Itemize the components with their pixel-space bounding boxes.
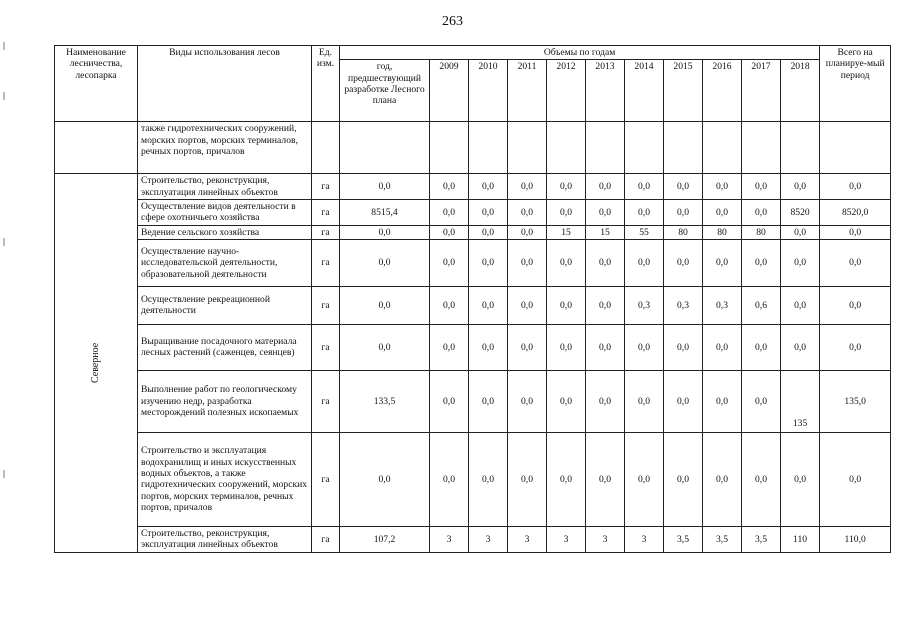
table-row [55,199,891,225]
page-number: 263 [442,14,463,29]
year-value-cell: 0,0 [469,199,508,225]
total-cell: 0,0 [820,286,891,324]
prev-year-cell [340,122,430,174]
year-value-cell: 0,0 [664,370,703,432]
header-year: 2014 [625,60,664,122]
year-value-cell [469,122,508,174]
year-value-cell: 0,0 [508,432,547,526]
year-value-cell: 15 [586,225,625,239]
table-row [55,526,891,552]
year-value-cell: 0,0 [781,174,820,200]
prev-year-cell: 0,0 [340,174,430,200]
year-value-cell: 0,3 [625,286,664,324]
year-value-cell: 0,0 [703,199,742,225]
header-year: 2016 [703,60,742,122]
table-row [55,286,891,324]
header-year: 2010 [469,60,508,122]
use-type-cell: Строительство, реконструкция, эксплуатация линейных объектов [138,526,312,552]
forestry-name: Северное [90,342,102,384]
total-cell: 0,0 [820,239,891,286]
year-value-cell: 0,0 [547,324,586,370]
table-row [55,174,891,200]
year-value-cell: 0,0 [742,324,781,370]
year-value-cell: 0,0 [625,199,664,225]
year-value-cell: 0,0 [703,370,742,432]
header-year: 2015 [664,60,703,122]
year-value-cell: 3 [469,526,508,552]
year-value-cell: 0,0 [430,286,469,324]
year-value-cell: 0,0 [703,432,742,526]
table-row [55,239,891,286]
year-value-cell: 0,0 [547,174,586,200]
year-value-cell: 110 [781,526,820,552]
use-type-cell: Строительство и эксплуатация водохранилищ и иных искусственных водных объектов, а также гидротехнических сооружений, морских портов, морских терминалов, речных портов, причалов [138,432,312,526]
scan-margin-mark [3,470,5,478]
year-value-cell: 0,3 [703,286,742,324]
year-value-cell [625,122,664,174]
prev-year-cell: 0,0 [340,324,430,370]
year-value-cell: 0,0 [625,239,664,286]
year-value-cell: 0,0 [547,370,586,432]
use-type-cell: Строительство, реконструкция, эксплуатация линейных объектов [138,174,312,200]
year-value-cell: 0,0 [742,174,781,200]
prev-year-cell: 133,5 [340,370,430,432]
year-value-cell: 80 [742,225,781,239]
use-type-cell: также гидротехнических сооружений, морских портов, морских терминалов, речных портов, причалов [138,122,312,174]
year-value-cell: 55 [625,225,664,239]
year-value-cell: 0,0 [781,432,820,526]
year-value-cell: 0,0 [781,324,820,370]
use-type-cell: Выращивание посадочного материала лесных растений (саженцев, сеянцев) [138,324,312,370]
year-value-cell [430,122,469,174]
year-value-cell: 0,0 [625,324,664,370]
unit-cell: га [312,174,340,200]
year-value-cell: 0,0 [664,174,703,200]
header-forestry-name: Наименование лесничества, лесопарка [55,46,138,122]
prev-year-cell: 8515,4 [340,199,430,225]
year-value-cell: 0,0 [430,370,469,432]
year-value-cell: 0,3 [664,286,703,324]
header-use-type: Виды использования лесов [138,46,312,122]
year-value-cell: 0,0 [508,239,547,286]
unit-cell: га [312,239,340,286]
table-row [55,225,891,239]
year-value-cell: 0,0 [586,239,625,286]
year-value-cell: 0,0 [586,286,625,324]
year-value-cell: 0,0 [508,199,547,225]
year-value-cell: 3 [625,526,664,552]
total-cell: 0,0 [820,324,891,370]
unit-cell: га [312,225,340,239]
header-year: 2011 [508,60,547,122]
year-value-cell: 0,0 [664,239,703,286]
unit-cell: га [312,370,340,432]
total-cell: 8520,0 [820,199,891,225]
scan-margin-mark [3,42,5,50]
table-body [55,122,891,553]
header-year: 2013 [586,60,625,122]
unit-cell: га [312,199,340,225]
header-year: 2012 [547,60,586,122]
year-value-cell: 3 [547,526,586,552]
year-value-cell: 3,5 [703,526,742,552]
year-value-cell: 80 [664,225,703,239]
forestry-cell [55,122,138,174]
use-type-cell: Выполнение работ по геологическому изучению недр, разработка месторождений полезных ископаемых [138,370,312,432]
prev-year-cell: 0,0 [340,432,430,526]
year-value-cell: 0,0 [430,174,469,200]
year-value-cell: 135 [781,370,820,432]
year-value-cell: 0,0 [586,324,625,370]
year-value-cell: 0,0 [703,239,742,286]
year-value-cell: 0,0 [469,225,508,239]
year-value-cell: 0,0 [469,432,508,526]
total-cell: 0,0 [820,432,891,526]
prev-year-cell: 0,0 [340,225,430,239]
prev-year-cell: 0,0 [340,239,430,286]
header-unit: Ед. изм. [312,46,340,122]
year-value-cell: 0,0 [547,199,586,225]
year-value-cell: 0,0 [703,324,742,370]
year-value-cell [742,122,781,174]
total-cell: 0,0 [820,225,891,239]
year-value-cell: 0,0 [430,199,469,225]
scan-margin-mark [3,92,5,100]
year-value-cell: 0,0 [508,286,547,324]
unit-cell: га [312,324,340,370]
year-value-cell: 0,0 [508,324,547,370]
table-row [55,370,891,432]
year-value-cell: 0,0 [430,432,469,526]
year-value-cell: 0,0 [469,174,508,200]
year-value-cell: 0,0 [586,370,625,432]
year-value-cell: 0,0 [586,199,625,225]
year-value-cell [664,122,703,174]
year-value-cell: 0,0 [703,174,742,200]
header-prev-year: год, предшествующий разработке Лесного плана [340,60,430,122]
year-value-cell: 0,0 [469,239,508,286]
year-value-cell [508,122,547,174]
use-type-cell: Ведение сельского хозяйства [138,225,312,239]
year-value-cell: 0,0 [625,432,664,526]
year-value-cell [781,122,820,174]
year-value-cell: 0,0 [469,324,508,370]
year-value-cell: 0,0 [469,370,508,432]
year-value-cell: 3,5 [742,526,781,552]
year-value-cell: 3 [586,526,625,552]
year-value-cell: 0,0 [664,324,703,370]
year-value-cell: 0,0 [586,432,625,526]
use-type-cell: Осуществление рекреационной деятельности [138,286,312,324]
total-cell: 0,0 [820,174,891,200]
year-value-cell: 3 [508,526,547,552]
total-cell: 110,0 [820,526,891,552]
year-value-cell [547,122,586,174]
use-type-cell: Осуществление научно-исследовательской деятельности, образовательной деятельности [138,239,312,286]
prev-year-cell: 0,0 [340,286,430,324]
header-year: 2018 [781,60,820,122]
year-value-cell: 0,0 [469,286,508,324]
year-value-cell: 0,0 [781,239,820,286]
year-value-cell [703,122,742,174]
table-row [55,324,891,370]
year-value-cell: 0,0 [742,370,781,432]
table-row [55,432,891,526]
year-value-cell: 0,0 [586,174,625,200]
use-type-cell: Осуществление видов деятельности в сфере охотничьего хозяйства [138,199,312,225]
year-value-cell: 0,0 [430,239,469,286]
header-year: 2009 [430,60,469,122]
year-value-cell: 3 [430,526,469,552]
unit-cell [312,122,340,174]
header-year: 2017 [742,60,781,122]
prev-year-cell: 107,2 [340,526,430,552]
year-value-cell: 3,5 [664,526,703,552]
year-value-cell: 8520 [781,199,820,225]
total-cell: 135,0 [820,370,891,432]
year-value-cell: 0,6 [742,286,781,324]
year-value-cell: 0,0 [547,286,586,324]
table-row [55,122,891,174]
forest-use-table [54,45,891,553]
year-value-cell: 0,0 [664,199,703,225]
year-value-cell: 0,0 [742,199,781,225]
year-value-cell: 80 [703,225,742,239]
year-value-cell: 0,0 [625,174,664,200]
unit-cell: га [312,526,340,552]
forestry-cell [55,174,138,553]
unit-cell: га [312,432,340,526]
year-value-cell: 0,0 [781,286,820,324]
year-value-cell: 0,0 [508,225,547,239]
year-value-cell: 0,0 [625,370,664,432]
header-total: Всего на планируе-мый период [820,46,891,122]
year-value-cell: 0,0 [508,174,547,200]
year-value-cell: 0,0 [742,432,781,526]
unit-cell: га [312,286,340,324]
header-row-1 [55,46,891,60]
year-value-cell: 0,0 [781,225,820,239]
year-value-cell: 0,0 [430,324,469,370]
year-value-cell: 0,0 [430,225,469,239]
year-value-cell: 0,0 [664,432,703,526]
total-cell [820,122,891,174]
year-value-cell [586,122,625,174]
scan-margin-mark [3,238,5,246]
year-value-cell: 0,0 [508,370,547,432]
year-value-cell: 0,0 [742,239,781,286]
year-value-cell: 0,0 [547,432,586,526]
header-volumes: Объемы по годам [340,46,820,60]
year-value-cell: 0,0 [547,239,586,286]
year-value-cell: 15 [547,225,586,239]
